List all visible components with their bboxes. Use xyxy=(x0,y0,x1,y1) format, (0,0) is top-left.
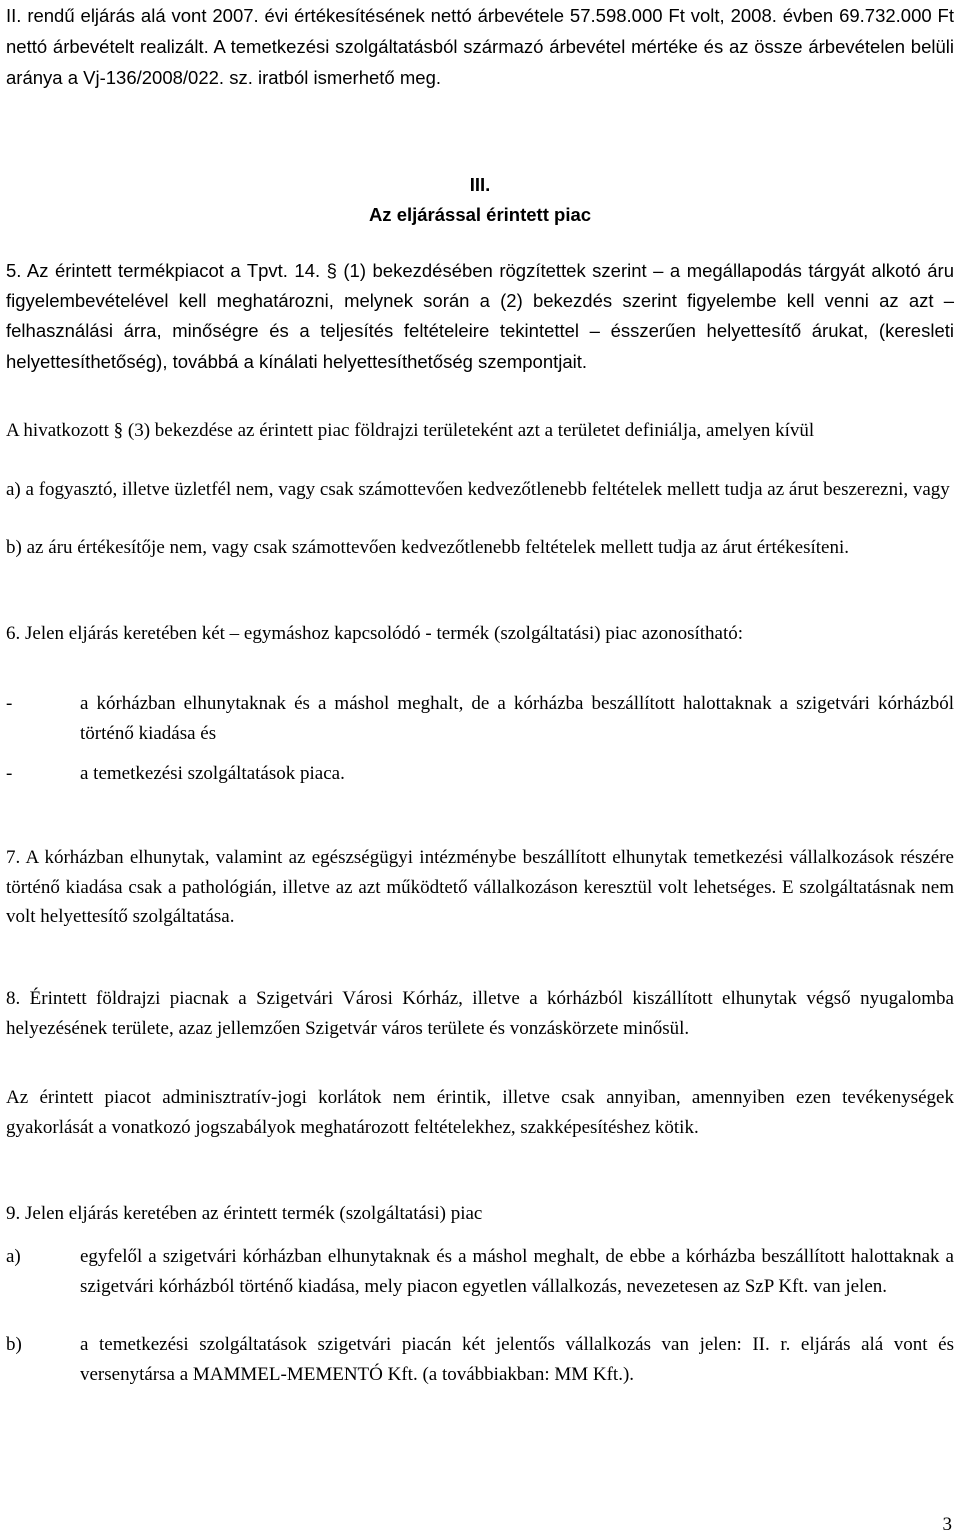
point-9-item-b xyxy=(6,1330,954,1389)
point-8-admin-paragraph: Az érintett piacot adminisztratív-jogi korlátok nem érintik, illetve csak annyiban, amennyiben ezen tevékenységek gyakorlását a vonatkozó jogszabályok meghatározott feltételekhez, szakképesítéshez kötik. xyxy=(6,1087,954,1138)
point-7-paragraph: 7. A kórházban elhunytak, valamint az egészségügyi intézménybe beszállított elhunytak temetkezési vállalkozások részére történő kiadása csak a pathológián, illetve az azt működtető vállalkozáson keresztül volt lehetséges. E szolgáltatásnak nem volt helyettesítő szolgáltatása. xyxy=(6,847,954,927)
point-5-geographic-paragraph: A hivatkozott § (3) bekezdése az érintett piac földrajzi területeként azt a területet definiálja, amelyen kívül xyxy=(6,420,815,441)
section-title: Az eljárással érintett piac xyxy=(368,204,592,225)
point-5-item-b: b) az áru értékesítője nem, vagy csak számottevően kedvezőtlenebb feltételek mellett tudja az árut értékesíteni. xyxy=(6,537,850,558)
list-item-text: a temetkezési szolgáltatások piaca. xyxy=(80,763,345,784)
point-5-item-a: a) a fogyasztó, illetve üzletfél nem, vagy csak számottevően kedvezőtlenebb feltételek mellett tudja az árut beszerezni, vagy xyxy=(6,479,950,500)
list-marker: - xyxy=(6,693,13,714)
list-item-text: a temetkezési szolgáltatások szigetvári piacán két jelentős vállalkozás van jelen: II. r. eljárás alá vont és versenytársa a MAMMEL-MEMENTÓ Kft. (a továbbiakban: MM Kft.). xyxy=(80,1334,954,1385)
point-9-item-a xyxy=(6,1242,954,1301)
section-number: III. xyxy=(469,174,491,195)
point-6-item xyxy=(6,759,954,789)
list-marker: b) xyxy=(6,1334,22,1355)
point-9-paragraph: 9. Jelen eljárás keretében az érintett termék (szolgáltatási) piac xyxy=(6,1203,483,1224)
page-number: 3 xyxy=(942,1514,952,1535)
list-item-text: a kórházban elhunytaknak és a máshol meghalt, de a kórházba beszállított halottaknak a szigetvári kórházból történő kiadása és xyxy=(80,693,954,744)
section-heading xyxy=(6,170,954,230)
list-item-text: egyfelől a szigetvári kórházban elhunytaknak és a máshol meghalt, de ebbe a kórházba beszállított halottaknak a szigetvári kórházból történő kiadása, mely piacon egyetlen vállalkozás, nevezetesen az SzP Kft. van jelen. xyxy=(80,1246,954,1297)
intro-paragraph: II. rendű eljárás alá vont 2007. évi értékesítésének nettó árbevétele 57.598.000 Ft volt, 2008. évben 69.732.000 Ft nettó árbevételt realizált. A temetkezési szolgáltatásból származó árbevétel mértéke és az össze árbevételen belüli aránya a Vj-136/2008/022. sz. iratból ismerhető meg. xyxy=(6,5,954,88)
point-5-paragraph: 5. Az érintett termékpiacot a Tpvt. 14. § (1) bekezdésében rögzítettek szerint – a megállapodás tárgyát alkotó áru figyelembevételével kell meghatározni, melynek során a (2) bekezdés szerint figyelembe kell venni az azt – felhasználási árra, minőségre és a teljesítés feltételeire tekintettel – ésszerűen helyettesítő árukat, (keresleti helyettesíthetőség), továbbá a kínálati helyettesíthetőség szempontjait. xyxy=(6,260,954,372)
list-marker: a) xyxy=(6,1246,21,1267)
list-marker: - xyxy=(6,763,13,784)
point-8-paragraph: 8. Érintett földrajzi piacnak a Szigetvári Városi Kórház, illetve a kórházból kiszállított elhunytak végső nyugalomba helyezésének területe, azaz jellemzően Szigetvár város területe és vonzáskörzete minősül. xyxy=(6,988,954,1039)
point-6-item xyxy=(6,689,954,748)
point-6-paragraph: 6. Jelen eljárás keretében két – egymáshoz kapcsolódó - termék (szolgáltatási) piac azonosítható: xyxy=(6,623,744,644)
